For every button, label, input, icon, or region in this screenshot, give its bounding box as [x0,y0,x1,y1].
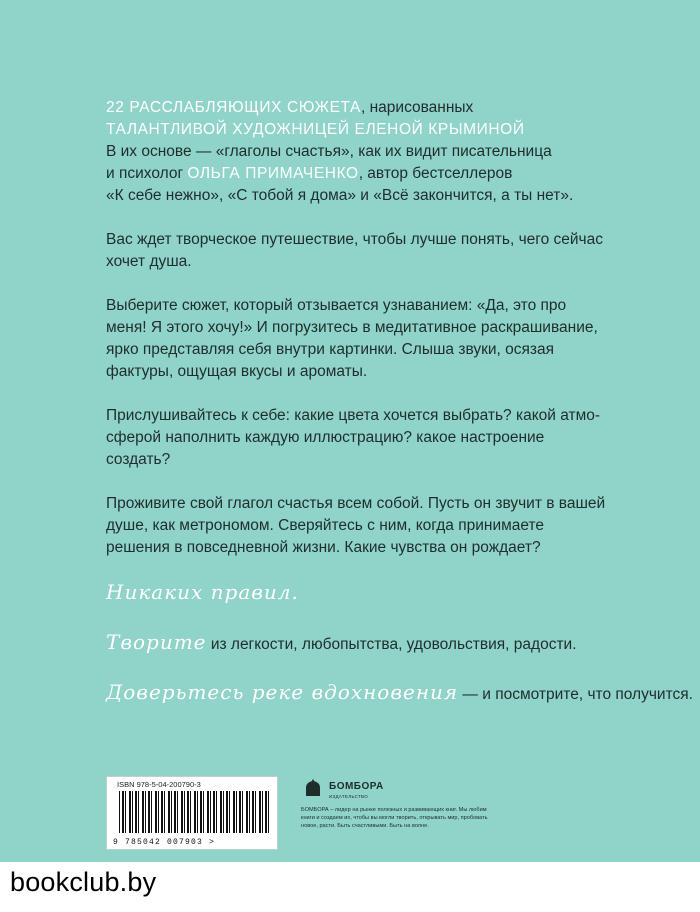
intro-line-1: 22 РАССЛАБЛЯЮЩИХ СЮЖЕТА, нарисованных [106,99,474,116]
intro-line-5: «К себе нежно», «С тобой я дома» и «Всё закончится, а ты нет». [106,187,574,204]
barcode-label [106,776,278,850]
intro-line-3: В их основе — «глаголы счастья», как их видит писательница [106,143,552,160]
highlight-story-count: 22 РАССЛАБЛЯЮЩИХ СЮЖЕТА [106,99,361,116]
highlight-author: ОЛЬГА ПРИМАЧЕНКО [187,165,359,182]
paragraph-live-verb: Проживите свой глагол счастья всем собой. Пусть он звучит в вашей душе, как метрономом. Сверяйтесь с ним, когда принимаете решения в повседневной жизни. Какие чувства он рождает? [106,495,606,556]
paragraph-choose-story: Выберите сюжет, который отзывается узнаванием: «Да, это про меня! Я этого хочу!» И погрузитесь в медитативное раскрашивание, ярко представляя себя внутри картинки. Слыша звуки, осязая фактуры, ощущая вкусы и ароматы. [106,297,598,380]
script-line-no-rules: Никаких правил. [106,580,299,604]
barcode-number: 9 785042 007903 > [113,838,216,847]
blurb-text [106,97,606,559]
bombora-logo-icon [302,778,324,798]
script-line-create: Творите из легкости, любопытства, удовольствия, радости. [106,630,577,654]
publisher-name: БОМБОРА [329,781,384,792]
publisher-description: БОМБОРА – лидер на рынке полезных и развивающих книг. Мы любим книги и создаем их, чтобы вы могли творить, открывать мир, пробовать новое, расти. Быть счастливыми. Быть на волне. [301,807,488,829]
highlight-artist: ТАЛАНТЛИВОЙ ХУДОЖНИЦЕЙ ЕЛЕНОЙ КРЫМИНОЙ [106,121,525,138]
isbn-text: ISBN 978-5-04-200790-3 [117,780,201,789]
intro-line-4: и психолог ОЛЬГА ПРИМАЧЕНКО, автор бестселлеров [106,165,513,182]
paragraph-journey: Вас ждет творческое путешествие, чтобы лучше понять, чего сейчас хочет душа. [106,231,604,270]
paragraph-listen: Прислушивайтесь к себе: какие цвета хочется выбрать? какой атмо-сферой наполнить каждую иллюстрацию? какое настроение создать? [106,407,601,468]
watermark-site: bookclub.by [10,867,157,897]
script-line-trust: Доверьтесь реке вдохновения — и посмотрите, что получится. [106,680,693,704]
barcode-bars [119,791,269,833]
intro-line-2 [106,119,606,141]
publisher-subtitle: ИЗДАТЕЛЬСТВО [329,794,369,799]
